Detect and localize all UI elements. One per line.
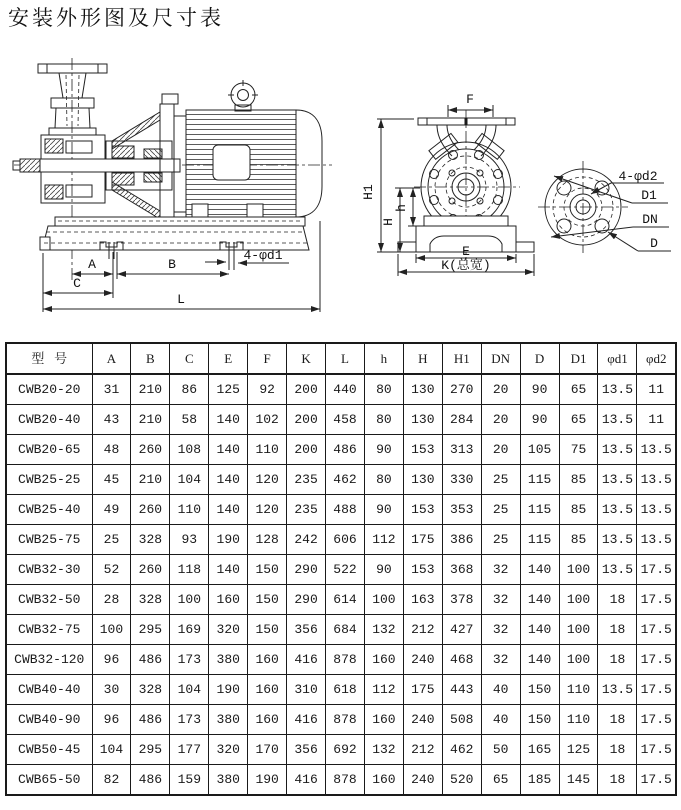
value-cell: 86 bbox=[170, 374, 209, 405]
value-cell: 13.5 bbox=[598, 435, 637, 465]
column-header: h bbox=[364, 343, 403, 374]
value-cell: 112 bbox=[364, 675, 403, 705]
value-cell: 295 bbox=[131, 615, 170, 645]
value-cell: 150 bbox=[520, 705, 559, 735]
value-cell: 48 bbox=[92, 435, 131, 465]
value-cell: 17.5 bbox=[637, 585, 676, 615]
value-cell: 18 bbox=[598, 705, 637, 735]
value-cell: 140 bbox=[209, 465, 248, 495]
table-row bbox=[6, 585, 676, 615]
table-row bbox=[6, 735, 676, 765]
value-cell: 240 bbox=[403, 645, 442, 675]
value-cell: 110 bbox=[559, 675, 598, 705]
value-cell: 13.5 bbox=[637, 465, 676, 495]
column-header: E bbox=[209, 343, 248, 374]
column-header: K bbox=[287, 343, 326, 374]
value-cell: 13.5 bbox=[598, 405, 637, 435]
value-cell: 380 bbox=[209, 705, 248, 735]
value-cell: 140 bbox=[520, 615, 559, 645]
dimension-label-f: F bbox=[466, 92, 474, 107]
value-cell: 386 bbox=[442, 525, 481, 555]
value-cell: 190 bbox=[209, 675, 248, 705]
value-cell: 356 bbox=[287, 615, 326, 645]
value-cell: 145 bbox=[559, 765, 598, 796]
dimension-label-d1: D1 bbox=[641, 188, 657, 203]
value-cell: 13.5 bbox=[598, 374, 637, 405]
value-cell: 175 bbox=[403, 675, 442, 705]
value-cell: 240 bbox=[403, 765, 442, 796]
value-cell: 443 bbox=[442, 675, 481, 705]
value-cell: 153 bbox=[403, 555, 442, 585]
value-cell: 32 bbox=[481, 615, 520, 645]
value-cell: 120 bbox=[248, 495, 287, 525]
model-cell: CWB40-40 bbox=[6, 675, 92, 705]
dimension-label-dn: DN bbox=[642, 212, 658, 227]
value-cell: 330 bbox=[442, 465, 481, 495]
value-cell: 90 bbox=[364, 435, 403, 465]
value-cell: 368 bbox=[442, 555, 481, 585]
value-cell: 13.5 bbox=[598, 465, 637, 495]
value-cell: 100 bbox=[559, 645, 598, 675]
value-cell: 96 bbox=[92, 705, 131, 735]
value-cell: 210 bbox=[131, 374, 170, 405]
value-cell: 100 bbox=[559, 555, 598, 585]
value-cell: 692 bbox=[326, 735, 365, 765]
value-cell: 173 bbox=[170, 645, 209, 675]
value-cell: 170 bbox=[248, 735, 287, 765]
value-cell: 11 bbox=[637, 405, 676, 435]
value-cell: 32 bbox=[481, 585, 520, 615]
value-cell: 17.5 bbox=[637, 615, 676, 645]
value-cell: 65 bbox=[559, 374, 598, 405]
model-cell: CWB20-65 bbox=[6, 435, 92, 465]
value-cell: 18 bbox=[598, 615, 637, 645]
value-cell: 153 bbox=[403, 495, 442, 525]
value-cell: 416 bbox=[287, 645, 326, 675]
value-cell: 140 bbox=[209, 555, 248, 585]
dimension-label-a: A bbox=[88, 257, 96, 272]
value-cell: 284 bbox=[442, 405, 481, 435]
table-row bbox=[6, 435, 676, 465]
value-cell: 85 bbox=[559, 495, 598, 525]
value-cell: 25 bbox=[481, 525, 520, 555]
value-cell: 93 bbox=[170, 525, 209, 555]
value-cell: 115 bbox=[520, 525, 559, 555]
value-cell: 110 bbox=[170, 495, 209, 525]
value-cell: 356 bbox=[287, 735, 326, 765]
value-cell: 13.5 bbox=[598, 525, 637, 555]
table-row bbox=[6, 465, 676, 495]
value-cell: 177 bbox=[170, 735, 209, 765]
value-cell: 90 bbox=[364, 495, 403, 525]
value-cell: 82 bbox=[92, 765, 131, 796]
column-header: L bbox=[326, 343, 365, 374]
value-cell: 58 bbox=[170, 405, 209, 435]
table-row bbox=[6, 495, 676, 525]
value-cell: 11 bbox=[637, 374, 676, 405]
value-cell: 353 bbox=[442, 495, 481, 525]
value-cell: 684 bbox=[326, 615, 365, 645]
value-cell: 100 bbox=[364, 585, 403, 615]
dimension-label-c: C bbox=[73, 276, 81, 291]
side-view bbox=[13, 58, 332, 312]
value-cell: 18 bbox=[598, 585, 637, 615]
value-cell: 486 bbox=[131, 645, 170, 675]
value-cell: 173 bbox=[170, 705, 209, 735]
value-cell: 18 bbox=[598, 735, 637, 765]
table-row bbox=[6, 615, 676, 645]
column-header: B bbox=[131, 343, 170, 374]
table-header-row bbox=[6, 343, 676, 374]
value-cell: 140 bbox=[520, 555, 559, 585]
dimension-label-l: L bbox=[177, 292, 185, 307]
value-cell: 159 bbox=[170, 765, 209, 796]
page-title: 安装外形图及尺寸表 bbox=[8, 6, 224, 30]
value-cell: 17.5 bbox=[637, 645, 676, 675]
value-cell: 104 bbox=[92, 735, 131, 765]
value-cell: 150 bbox=[248, 615, 287, 645]
table-row bbox=[6, 374, 676, 405]
value-cell: 458 bbox=[326, 405, 365, 435]
front-view bbox=[361, 92, 534, 276]
dimension-label-h1: H1 bbox=[361, 184, 376, 200]
value-cell: 190 bbox=[248, 765, 287, 796]
value-cell: 125 bbox=[559, 735, 598, 765]
value-cell: 17.5 bbox=[637, 675, 676, 705]
value-cell: 153 bbox=[403, 435, 442, 465]
value-cell: 878 bbox=[326, 765, 365, 796]
value-cell: 104 bbox=[170, 675, 209, 705]
value-cell: 468 bbox=[442, 645, 481, 675]
value-cell: 80 bbox=[364, 374, 403, 405]
value-cell: 45 bbox=[92, 465, 131, 495]
value-cell: 100 bbox=[170, 585, 209, 615]
model-cell: CWB40-90 bbox=[6, 705, 92, 735]
value-cell: 90 bbox=[364, 555, 403, 585]
dimension-label-k: K(总宽) bbox=[441, 258, 491, 273]
value-cell: 90 bbox=[520, 374, 559, 405]
column-header: DN bbox=[481, 343, 520, 374]
dimension-label-h-lower: h bbox=[394, 204, 409, 212]
value-cell: 878 bbox=[326, 645, 365, 675]
value-cell: 125 bbox=[209, 374, 248, 405]
model-cell: CWB20-20 bbox=[6, 374, 92, 405]
value-cell: 140 bbox=[209, 435, 248, 465]
value-cell: 160 bbox=[364, 765, 403, 796]
value-cell: 130 bbox=[403, 374, 442, 405]
table-row bbox=[6, 645, 676, 675]
motor bbox=[174, 80, 322, 217]
value-cell: 618 bbox=[326, 675, 365, 705]
model-cell: CWB50-45 bbox=[6, 735, 92, 765]
pump-casing bbox=[13, 94, 180, 222]
value-cell: 328 bbox=[131, 525, 170, 555]
value-cell: 486 bbox=[326, 435, 365, 465]
value-cell: 242 bbox=[287, 525, 326, 555]
value-cell: 90 bbox=[520, 405, 559, 435]
value-cell: 28 bbox=[92, 585, 131, 615]
value-cell: 310 bbox=[287, 675, 326, 705]
value-cell: 52 bbox=[92, 555, 131, 585]
value-cell: 462 bbox=[326, 465, 365, 495]
value-cell: 160 bbox=[209, 585, 248, 615]
value-cell: 140 bbox=[520, 585, 559, 615]
value-cell: 13.5 bbox=[598, 555, 637, 585]
column-header: F bbox=[248, 343, 287, 374]
column-header: C bbox=[170, 343, 209, 374]
model-cell: CWB32-30 bbox=[6, 555, 92, 585]
value-cell: 32 bbox=[481, 555, 520, 585]
value-cell: 175 bbox=[403, 525, 442, 555]
value-cell: 17.5 bbox=[637, 705, 676, 735]
value-cell: 380 bbox=[209, 765, 248, 796]
value-cell: 160 bbox=[248, 645, 287, 675]
value-cell: 120 bbox=[248, 465, 287, 495]
table-row bbox=[6, 675, 676, 705]
model-cell: CWB25-40 bbox=[6, 495, 92, 525]
value-cell: 20 bbox=[481, 405, 520, 435]
value-cell: 92 bbox=[248, 374, 287, 405]
value-cell: 115 bbox=[520, 495, 559, 525]
value-cell: 606 bbox=[326, 525, 365, 555]
value-cell: 140 bbox=[520, 645, 559, 675]
value-cell: 486 bbox=[131, 765, 170, 796]
value-cell: 40 bbox=[481, 675, 520, 705]
table-row bbox=[6, 555, 676, 585]
value-cell: 270 bbox=[442, 374, 481, 405]
table-row bbox=[6, 765, 676, 796]
value-cell: 260 bbox=[131, 435, 170, 465]
value-cell: 210 bbox=[131, 405, 170, 435]
model-cell: CWB25-75 bbox=[6, 525, 92, 555]
table-row bbox=[6, 525, 676, 555]
value-cell: 132 bbox=[364, 615, 403, 645]
value-cell: 378 bbox=[442, 585, 481, 615]
value-cell: 328 bbox=[131, 675, 170, 705]
value-cell: 235 bbox=[287, 465, 326, 495]
pump-outline-drawing bbox=[0, 0, 681, 340]
value-cell: 416 bbox=[287, 705, 326, 735]
value-cell: 185 bbox=[520, 765, 559, 796]
inlet-flange bbox=[38, 64, 107, 73]
value-cell: 130 bbox=[403, 465, 442, 495]
value-cell: 140 bbox=[209, 405, 248, 435]
value-cell: 313 bbox=[442, 435, 481, 465]
value-cell: 200 bbox=[287, 405, 326, 435]
value-cell: 108 bbox=[170, 435, 209, 465]
value-cell: 18 bbox=[598, 645, 637, 675]
column-header: H bbox=[403, 343, 442, 374]
column-header: H1 bbox=[442, 343, 481, 374]
value-cell: 13.5 bbox=[637, 525, 676, 555]
value-cell: 295 bbox=[131, 735, 170, 765]
value-cell: 50 bbox=[481, 735, 520, 765]
value-cell: 18 bbox=[598, 765, 637, 796]
value-cell: 140 bbox=[209, 495, 248, 525]
value-cell: 96 bbox=[92, 645, 131, 675]
value-cell: 522 bbox=[326, 555, 365, 585]
dimension-label-h-upper: H bbox=[381, 218, 396, 226]
value-cell: 13.5 bbox=[637, 435, 676, 465]
dimension-table bbox=[5, 342, 677, 796]
value-cell: 13.5 bbox=[637, 495, 676, 525]
value-cell: 13.5 bbox=[598, 675, 637, 705]
table-body bbox=[6, 374, 676, 795]
value-cell: 210 bbox=[131, 465, 170, 495]
column-header: D bbox=[520, 343, 559, 374]
value-cell: 85 bbox=[559, 525, 598, 555]
column-header: φd1 bbox=[598, 343, 637, 374]
column-header: A bbox=[92, 343, 131, 374]
motor-nameplate bbox=[213, 145, 250, 180]
value-cell: 200 bbox=[287, 374, 326, 405]
value-cell: 150 bbox=[520, 675, 559, 705]
value-cell: 212 bbox=[403, 735, 442, 765]
value-cell: 320 bbox=[209, 615, 248, 645]
value-cell: 17.5 bbox=[637, 765, 676, 796]
value-cell: 20 bbox=[481, 374, 520, 405]
bolt-hole-label-d1: 4-φd1 bbox=[243, 248, 283, 263]
value-cell: 240 bbox=[403, 705, 442, 735]
value-cell: 150 bbox=[248, 555, 287, 585]
value-cell: 260 bbox=[131, 555, 170, 585]
value-cell: 486 bbox=[131, 705, 170, 735]
model-cell: CWB20-40 bbox=[6, 405, 92, 435]
table-row bbox=[6, 405, 676, 435]
value-cell: 65 bbox=[559, 405, 598, 435]
value-cell: 132 bbox=[364, 735, 403, 765]
value-cell: 320 bbox=[209, 735, 248, 765]
flange-detail-view bbox=[538, 161, 671, 253]
value-cell: 13.5 bbox=[598, 495, 637, 525]
column-header: D1 bbox=[559, 343, 598, 374]
dimension-label-d: D bbox=[650, 236, 658, 251]
value-cell: 130 bbox=[403, 405, 442, 435]
value-cell: 150 bbox=[248, 585, 287, 615]
value-cell: 100 bbox=[92, 615, 131, 645]
dimension-label-e: E bbox=[462, 244, 470, 259]
value-cell: 104 bbox=[170, 465, 209, 495]
value-cell: 165 bbox=[520, 735, 559, 765]
value-cell: 110 bbox=[559, 705, 598, 735]
value-cell: 100 bbox=[559, 615, 598, 645]
model-cell: CWB32-120 bbox=[6, 645, 92, 675]
value-cell: 416 bbox=[287, 765, 326, 796]
value-cell: 110 bbox=[248, 435, 287, 465]
value-cell: 212 bbox=[403, 615, 442, 645]
bolt-hole-label-d2: 4-φd2 bbox=[618, 169, 658, 184]
value-cell: 112 bbox=[364, 525, 403, 555]
value-cell: 160 bbox=[364, 645, 403, 675]
value-cell: 31 bbox=[92, 374, 131, 405]
model-cell: CWB32-50 bbox=[6, 585, 92, 615]
lifting-eye bbox=[231, 83, 255, 107]
value-cell: 85 bbox=[559, 465, 598, 495]
value-cell: 462 bbox=[442, 735, 481, 765]
value-cell: 328 bbox=[131, 585, 170, 615]
value-cell: 190 bbox=[209, 525, 248, 555]
value-cell: 75 bbox=[559, 435, 598, 465]
value-cell: 118 bbox=[170, 555, 209, 585]
value-cell: 878 bbox=[326, 705, 365, 735]
value-cell: 40 bbox=[481, 705, 520, 735]
value-cell: 614 bbox=[326, 585, 365, 615]
dimension-label-b: B bbox=[168, 257, 176, 272]
value-cell: 25 bbox=[481, 495, 520, 525]
value-cell: 160 bbox=[364, 705, 403, 735]
value-cell: 25 bbox=[92, 525, 131, 555]
value-cell: 102 bbox=[248, 405, 287, 435]
value-cell: 20 bbox=[481, 435, 520, 465]
value-cell: 520 bbox=[442, 765, 481, 796]
model-cell: CWB25-25 bbox=[6, 465, 92, 495]
value-cell: 488 bbox=[326, 495, 365, 525]
value-cell: 290 bbox=[287, 555, 326, 585]
value-cell: 17.5 bbox=[637, 735, 676, 765]
value-cell: 32 bbox=[481, 645, 520, 675]
value-cell: 380 bbox=[209, 645, 248, 675]
value-cell: 290 bbox=[287, 585, 326, 615]
column-header: 型 号 bbox=[6, 343, 92, 374]
value-cell: 508 bbox=[442, 705, 481, 735]
value-cell: 17.5 bbox=[637, 555, 676, 585]
value-cell: 200 bbox=[287, 435, 326, 465]
value-cell: 160 bbox=[248, 705, 287, 735]
model-cell: CWB32-75 bbox=[6, 615, 92, 645]
value-cell: 105 bbox=[520, 435, 559, 465]
value-cell: 160 bbox=[248, 675, 287, 705]
value-cell: 440 bbox=[326, 374, 365, 405]
value-cell: 169 bbox=[170, 615, 209, 645]
value-cell: 100 bbox=[559, 585, 598, 615]
table-row bbox=[6, 705, 676, 735]
value-cell: 260 bbox=[131, 495, 170, 525]
value-cell: 163 bbox=[403, 585, 442, 615]
value-cell: 80 bbox=[364, 405, 403, 435]
value-cell: 80 bbox=[364, 465, 403, 495]
value-cell: 43 bbox=[92, 405, 131, 435]
value-cell: 30 bbox=[92, 675, 131, 705]
value-cell: 65 bbox=[481, 765, 520, 796]
value-cell: 49 bbox=[92, 495, 131, 525]
value-cell: 25 bbox=[481, 465, 520, 495]
value-cell: 115 bbox=[520, 465, 559, 495]
value-cell: 235 bbox=[287, 495, 326, 525]
value-cell: 427 bbox=[442, 615, 481, 645]
column-header: φd2 bbox=[637, 343, 676, 374]
model-cell: CWB65-50 bbox=[6, 765, 92, 796]
value-cell: 128 bbox=[248, 525, 287, 555]
